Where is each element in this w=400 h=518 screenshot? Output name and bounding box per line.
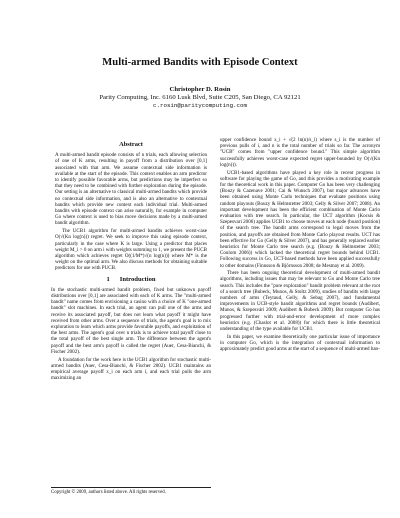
abstract-body [51,152,211,271]
paper-title: Multi-armed Bandits with Episode Context [102,57,298,68]
author-name: Christopher D. Rosin [169,86,231,93]
section-title: Introduction [119,275,156,283]
author-email: c.rosin@paritycomputing.com [153,101,247,109]
body-paragraph: upper confidence bound x_i + √(2 ln(n)/s_i) where s_i is the number of previous pulls of i, and n is the total number of trials so far. The acronym "UCB" comes from "upper confidence bound." This simple algorithm successfully achieves worst-case expected regret upper-bounded by O(√(Kn log(n))). [220,137,380,168]
copyright-footnote: Copyright © 2009, authors listed above. All rights reserved. [51,487,211,496]
abstract-paragraph: The UCB1 algorithm for multi-armed bandits achieves worst-case O(√(Kn log(n))) regret. We seek to improve this using episode context, particularly in the case where K is large. Using a predictor that places weight M_i > 0 on arm i with weights summing to 1, we present the PUCB algorithm which achieves regret O((1/M*)√(n log(n))) where M* is the weight on the optimal arm. We also discuss methods for obtaining suitable predictors for use with PUCB. [55,228,207,272]
body-paragraph: There has been ongoing theoretical development of multi-armed bandit algorithms, including issues that may be relevant to Go and Monte Carlo tree search. This includes the "pure exploration" bandit problem relevant at the root of a search tree (Bubeck, Munos, & Stoltz 2009), studies of bandits with large numbers of arms (Teytaud, Gelly, & Sebag 2007), and fundamental improvements in UCB-style bandit algorithms and regret bounds (Audibert, Munos, & Szepesvári 2009; Audibert & Bubeck 2009). But computer Go has progressed further with trial-and-error development of more complex heuristics (e.g. (Chaslot et al. 2008)) for which there is little theoretical understanding of the type available for UCB1. [220,270,380,333]
left-column [51,142,211,383]
body-paragraph: In this paper, we examine theoretically one particular issue of importance in computer Go, which is the integration of contextual information to approximately predict good arms at the start of a sequence of multi-armed ban- [220,333,380,353]
body-paragraph: In the stochastic multi-armed bandit problem, fixed but unknown payoff distributions over [0,1] are associated with each of K arms. The "multi-armed bandit" name comes from envisioning a casino with a choice of K "one-armed bandit" slot machines. In each trial, an agent can pull one of the arms and receive its associated payoff, but does not learn what payoff it might have received from other arms. Over a sequence of trials, the agent's goal is to mix exploration to learn which arms provide favorable payoffs, and exploitation of the best arms. The agent's goal over n trials is to achieve total payoff close to the total payoff of the best single arm. The difference between the agent's payoff and the best arm's payoff is called the regret (Auer, Cesa-Bianchi, & Fischer 2002). [51,286,211,355]
author-block [0,86,400,109]
right-column [220,137,380,354]
body-paragraph: A foundation for the work here is the UCB1 algorithm for stochastic multi-armed bandits (Auer, Cesa-Bianchi, & Fischer 2002). UCB1 maintains an empirical average payoff x_i on each arm i, and each trial pulls the arm maximizing an [51,356,211,382]
section-heading [51,277,211,283]
section-number: 1 [106,275,110,283]
author-affiliation: Parity Computing, Inc. 6160 Lusk Blvd, Suite C205, San Diego, CA 92121 [99,93,301,101]
abstract-heading: Abstract [119,141,143,148]
body-paragraph: UCB1-based algorithms have played a key role in recent progress in software for playing the game of Go, and this provides a motivating example for the theoretical work in this paper. Computer Go has been very challenging (Bouzy & Cazenave 2001; Cai & Wunsch 2007), but major advances have been obtained using Monte Carlo techniques that evaluate positions using random playouts (Bouzy & Helmstetter 2003; Gelly & Silver 2007; 2008). An important development has been the efficient combination of Monte Carlo evaluation with tree search. In particular, the UCT algorithm (Kocsis & Szepesvari 2006) applies UCB1 to choose moves at each node (board position) of the search tree. The bandit arms correspond to legal moves from the position, and payoffs are obtained from Monte Carlo playout results. UCT has been effective for Go (Gelly & Silver 2007), and has generally replaced earlier heuristics for Monte Carlo tree search (e.g. (Bouzy & Helmstetter 2003; Coulom 2006)) which lacked the theoretical regret bounds behind UCB1. Following success in Go, UCT-based methods have been applied successfully to other domains (Finnsson & Björnsson 2008; de Mesmay et al. 2009). [220,169,380,269]
abstract-paragraph: A multi-armed bandit episode consists of n trials, each allowing selection of one of K arms, resulting in payoff from a distribution over [0,1] associated with that arm. We assume contextual side information is available at the start of the episode. This context enables an arm predictor to identify possible favorable arms, but predictions may be imperfect so that they need to be combined with further exploration during the episode. Our setting is an alternative to classical multi-armed bandits which provide no contextual side information, and is also an alternative to contextual bandits which provide new context each individual trial. Multi-armed bandits with episode context can arise naturally, for example in computer Go where context is used to bias move decisions made by a multi-armed bandit algorithm. [55,152,207,227]
